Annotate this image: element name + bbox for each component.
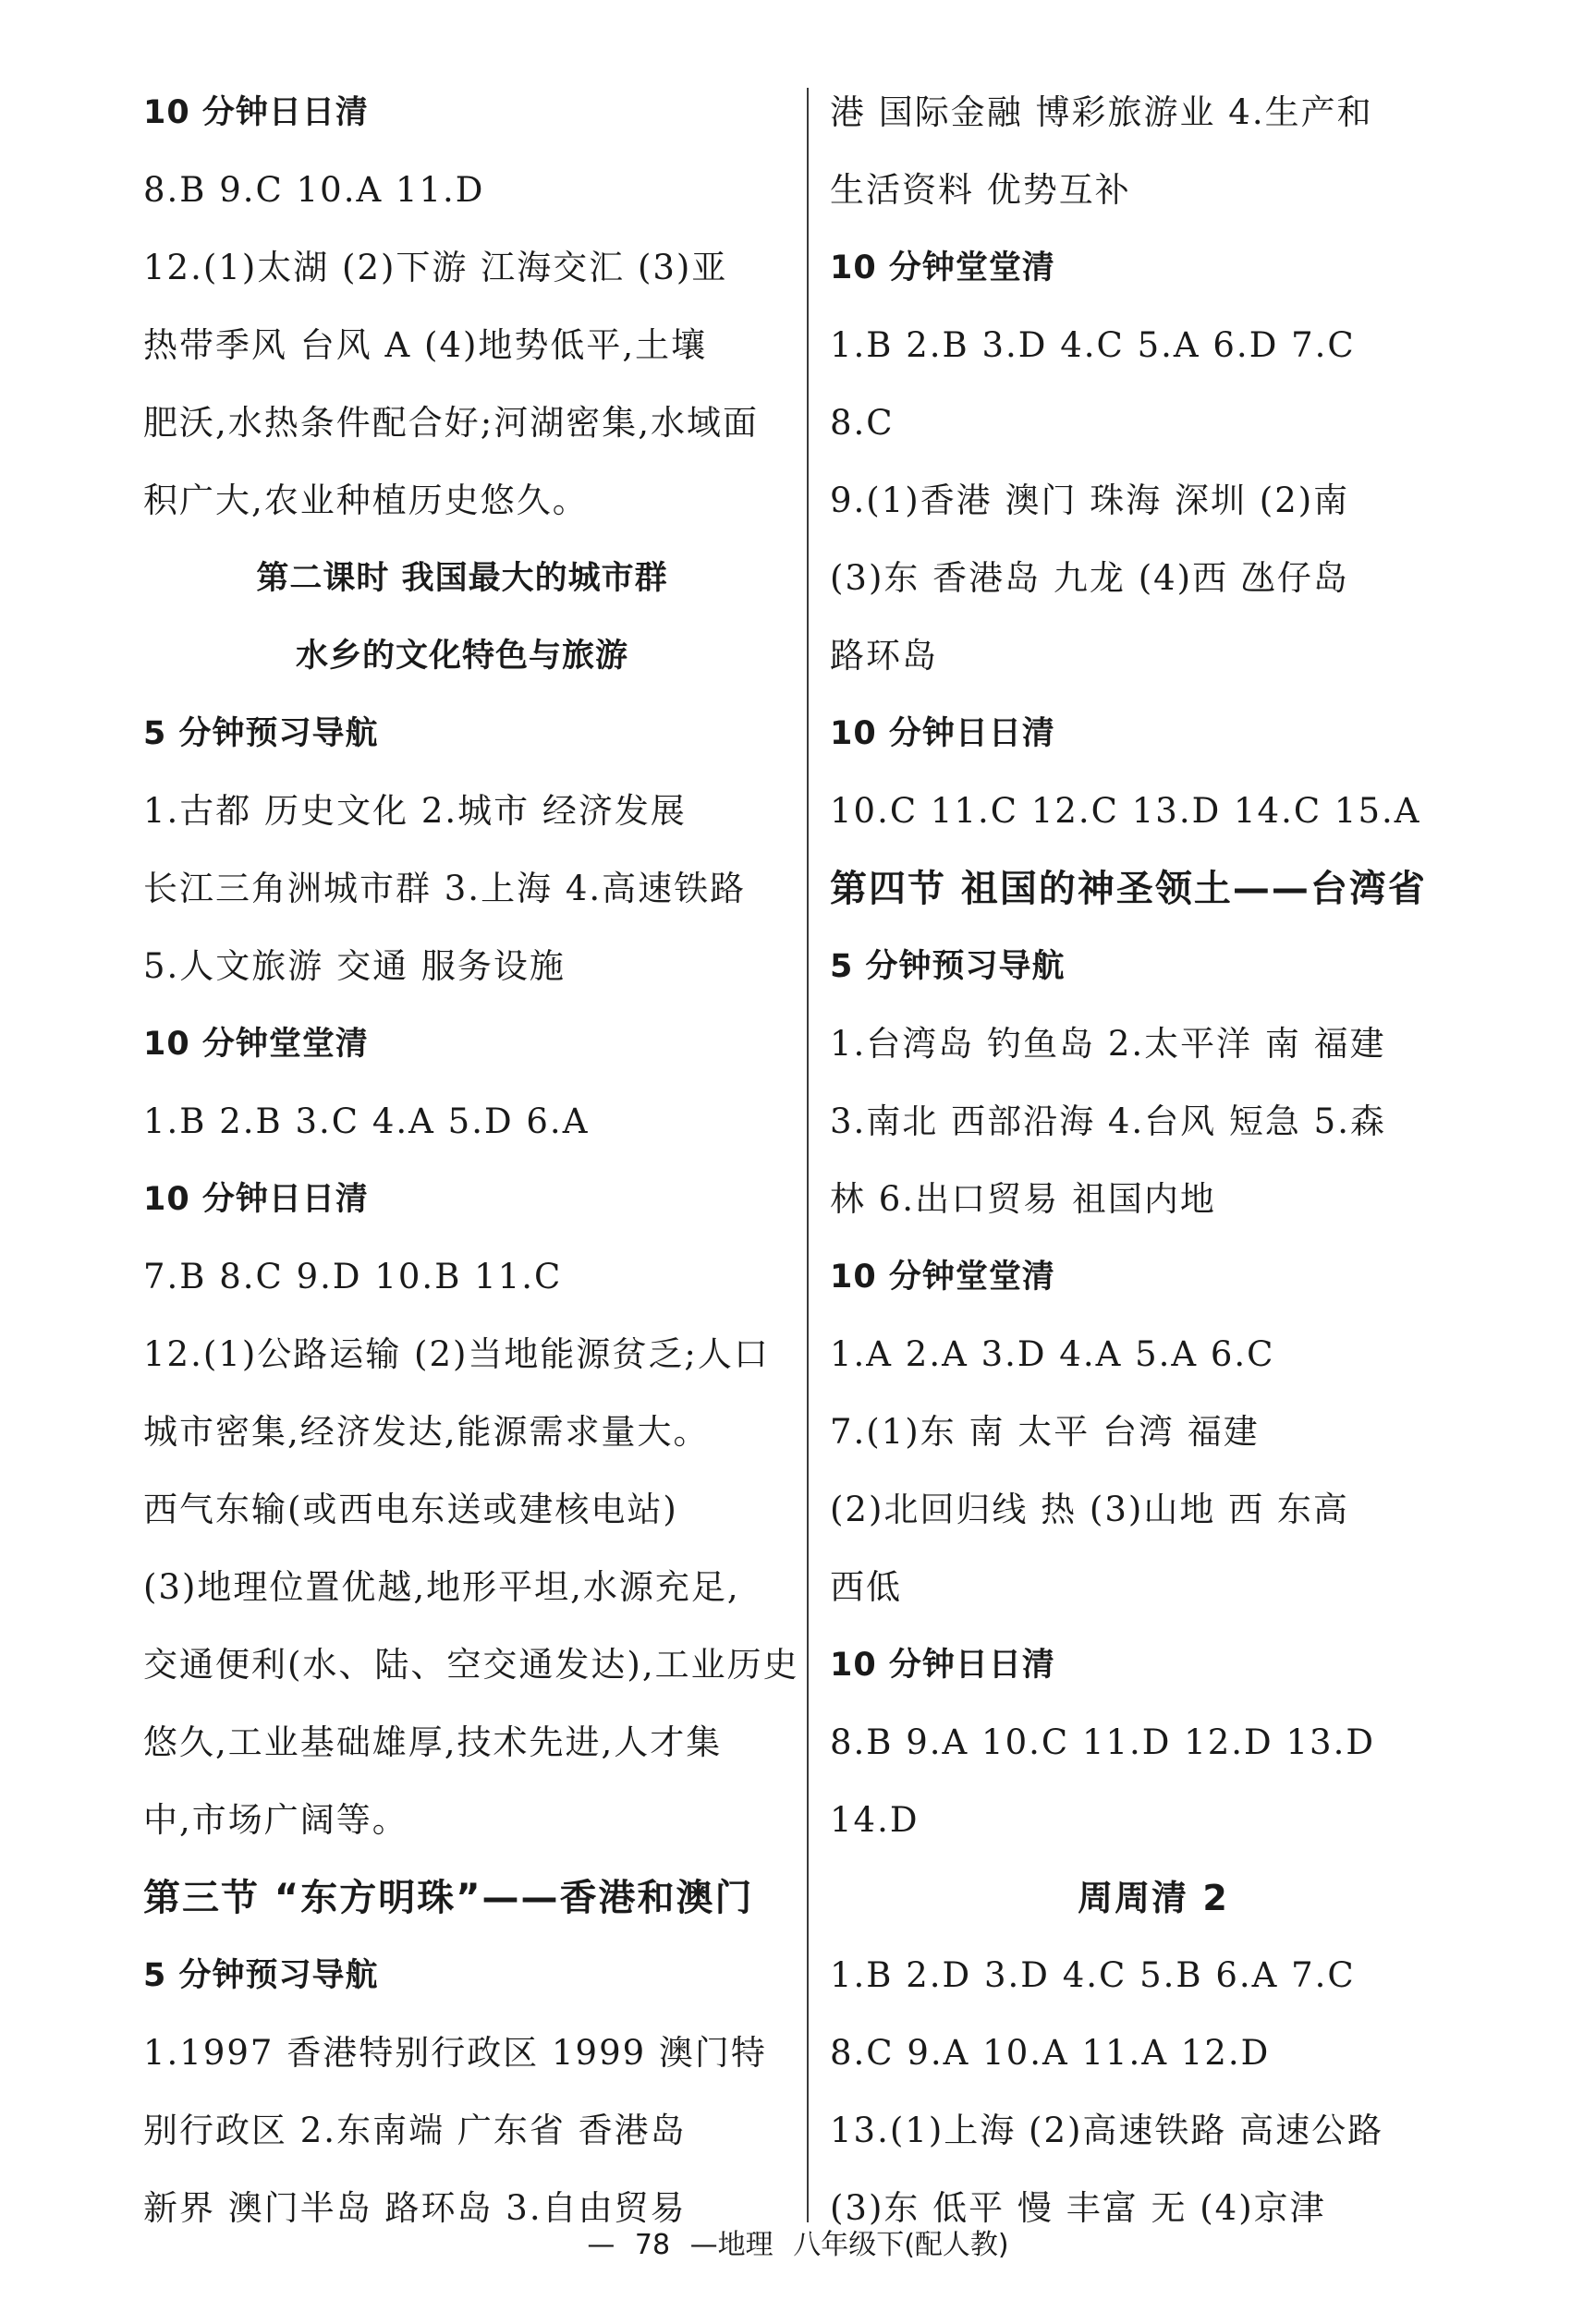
section-label: 10 分钟日日清	[830, 1647, 1055, 1684]
answer-line: 1.B 2.B 3.D 4.C 5.A 6.D 7.C	[830, 325, 1356, 365]
footer-grade: 八年级下(配人教)	[793, 2229, 1009, 2261]
answer-line: 8.C	[830, 403, 895, 443]
answer-line: (2)北回归线 热 (3)山地 西 东高	[830, 1490, 1349, 1529]
answer-line: 热带季风 台风 A (4)地势低平,土壤	[143, 325, 708, 365]
answer-line: 西气东输(或西电东送或建核电站)	[143, 1490, 678, 1529]
answer-line: 积广大,农业种植历史悠久。	[143, 481, 589, 520]
answer-line: 肥沃,水热条件配合好;河湖密集,水域面	[143, 403, 759, 443]
answer-line: 12.(1)公路运输 (2)当地能源贫乏;人口	[143, 1334, 770, 1374]
answer-line: (3)东 香港岛 九龙 (4)西 氹仔岛	[830, 558, 1349, 598]
chapter-heading: 第四节 祖国的神圣领土——台湾省	[830, 868, 1427, 910]
footer-dash: —	[587, 2229, 615, 2261]
lesson-title: 水乡的文化特色与旅游	[295, 638, 628, 675]
answer-line: 长江三角洲城市群 3.上海 4.高速铁路	[143, 869, 747, 908]
answer-line: 路环岛	[830, 636, 938, 675]
section-label: 10 分钟日日清	[143, 94, 369, 131]
answer-line: 别行政区 2.东南端 广东省 香港岛	[143, 2111, 687, 2150]
answer-line: 悠久,工业基础雄厚,技术先进,人才集	[143, 1722, 723, 1762]
answer-line: 12.(1)太湖 (2)下游 江海交汇 (3)亚	[143, 248, 728, 287]
answer-line: 13.(1)上海 (2)高速铁路 高速公路	[830, 2111, 1384, 2150]
answer-line: 1.古都 历史文化 2.城市 经济发展	[143, 791, 687, 831]
answer-line: 1.1997 香港特别行政区 1999 澳门特	[143, 2033, 767, 2073]
section-label: 5 分钟预习导航	[143, 715, 379, 752]
answer-line: 1.台湾岛 钓鱼岛 2.太平洋 南 福建	[830, 1024, 1386, 1064]
answer-line: 1.B 2.B 3.C 4.A 5.D 6.A	[143, 1101, 590, 1141]
answer-line: 8.B 9.C 10.A 11.D	[143, 170, 485, 210]
answer-line: 3.南北 西部沿海 4.台风 短急 5.森	[830, 1101, 1386, 1141]
answer-line: 10.C 11.C 12.C 13.D 14.C 15.A	[830, 791, 1421, 831]
right-column	[830, 85, 1477, 2258]
column-divider	[807, 88, 809, 2222]
section-label: 10 分钟日日清	[143, 1181, 369, 1218]
answer-line: 西低	[830, 1567, 902, 1607]
page-footer	[0, 2227, 1596, 2264]
answer-line: 港 国际金融 博彩旅游业 4.生产和	[830, 92, 1373, 132]
section-label: 10 分钟日日清	[830, 715, 1055, 752]
answer-line: 交通便利(水、陆、空交通发达),工业历史	[143, 1645, 799, 1685]
answer-line: 7.(1)东 南 太平 台湾 福建	[830, 1412, 1260, 1452]
answer-line: 生活资料 优势互补	[830, 170, 1131, 210]
answer-line: 5.人文旅游 交通 服务设施	[143, 946, 566, 986]
answer-line: 林 6.出口贸易 祖国内地	[830, 1179, 1216, 1219]
chapter-heading: 周周清 2	[1078, 1878, 1229, 1918]
chapter-heading: 第三节 “东方明珠”——香港和澳门	[143, 1877, 754, 1919]
answer-line: 新界 澳门半岛 路环岛 3.自由贸易	[143, 2188, 687, 2228]
page-number: 78	[634, 2229, 671, 2261]
section-label: 10 分钟堂堂清	[143, 1026, 369, 1063]
left-column	[143, 85, 799, 2258]
section-label: 5 分钟预习导航	[143, 1957, 379, 1994]
answer-line: 中,市场广阔等。	[143, 1800, 408, 1840]
answer-line: (3)地理位置优越,地形平坦,水源充足,	[143, 1567, 740, 1607]
section-label: 10 分钟堂堂清	[830, 249, 1055, 286]
footer-subject: —地理	[689, 2229, 774, 2261]
answer-line: 8.C 9.A 10.A 11.A 12.D	[830, 2033, 1271, 2073]
lesson-title: 第二课时 我国最大的城市群	[256, 560, 668, 597]
answer-line: 9.(1)香港 澳门 珠海 深圳 (2)南	[830, 481, 1350, 520]
answer-line: (3)东 低平 慢 丰富 无 (4)京津	[830, 2188, 1326, 2228]
section-label: 5 分钟预习导航	[830, 948, 1066, 985]
answer-line: 1.A 2.A 3.D 4.A 5.A 6.C	[830, 1334, 1275, 1374]
answer-line: 城市密集,经济发达,能源需求量大。	[143, 1412, 710, 1452]
answer-line: 1.B 2.D 3.D 4.C 5.B 6.A 7.C	[830, 1955, 1356, 1995]
answer-line: 14.D	[830, 1800, 920, 1840]
answer-line: 8.B 9.A 10.C 11.D 12.D 13.D	[830, 1722, 1375, 1762]
answer-line: 7.B 8.C 9.D 10.B 11.C	[143, 1257, 563, 1296]
section-label: 10 分钟堂堂清	[830, 1259, 1055, 1296]
